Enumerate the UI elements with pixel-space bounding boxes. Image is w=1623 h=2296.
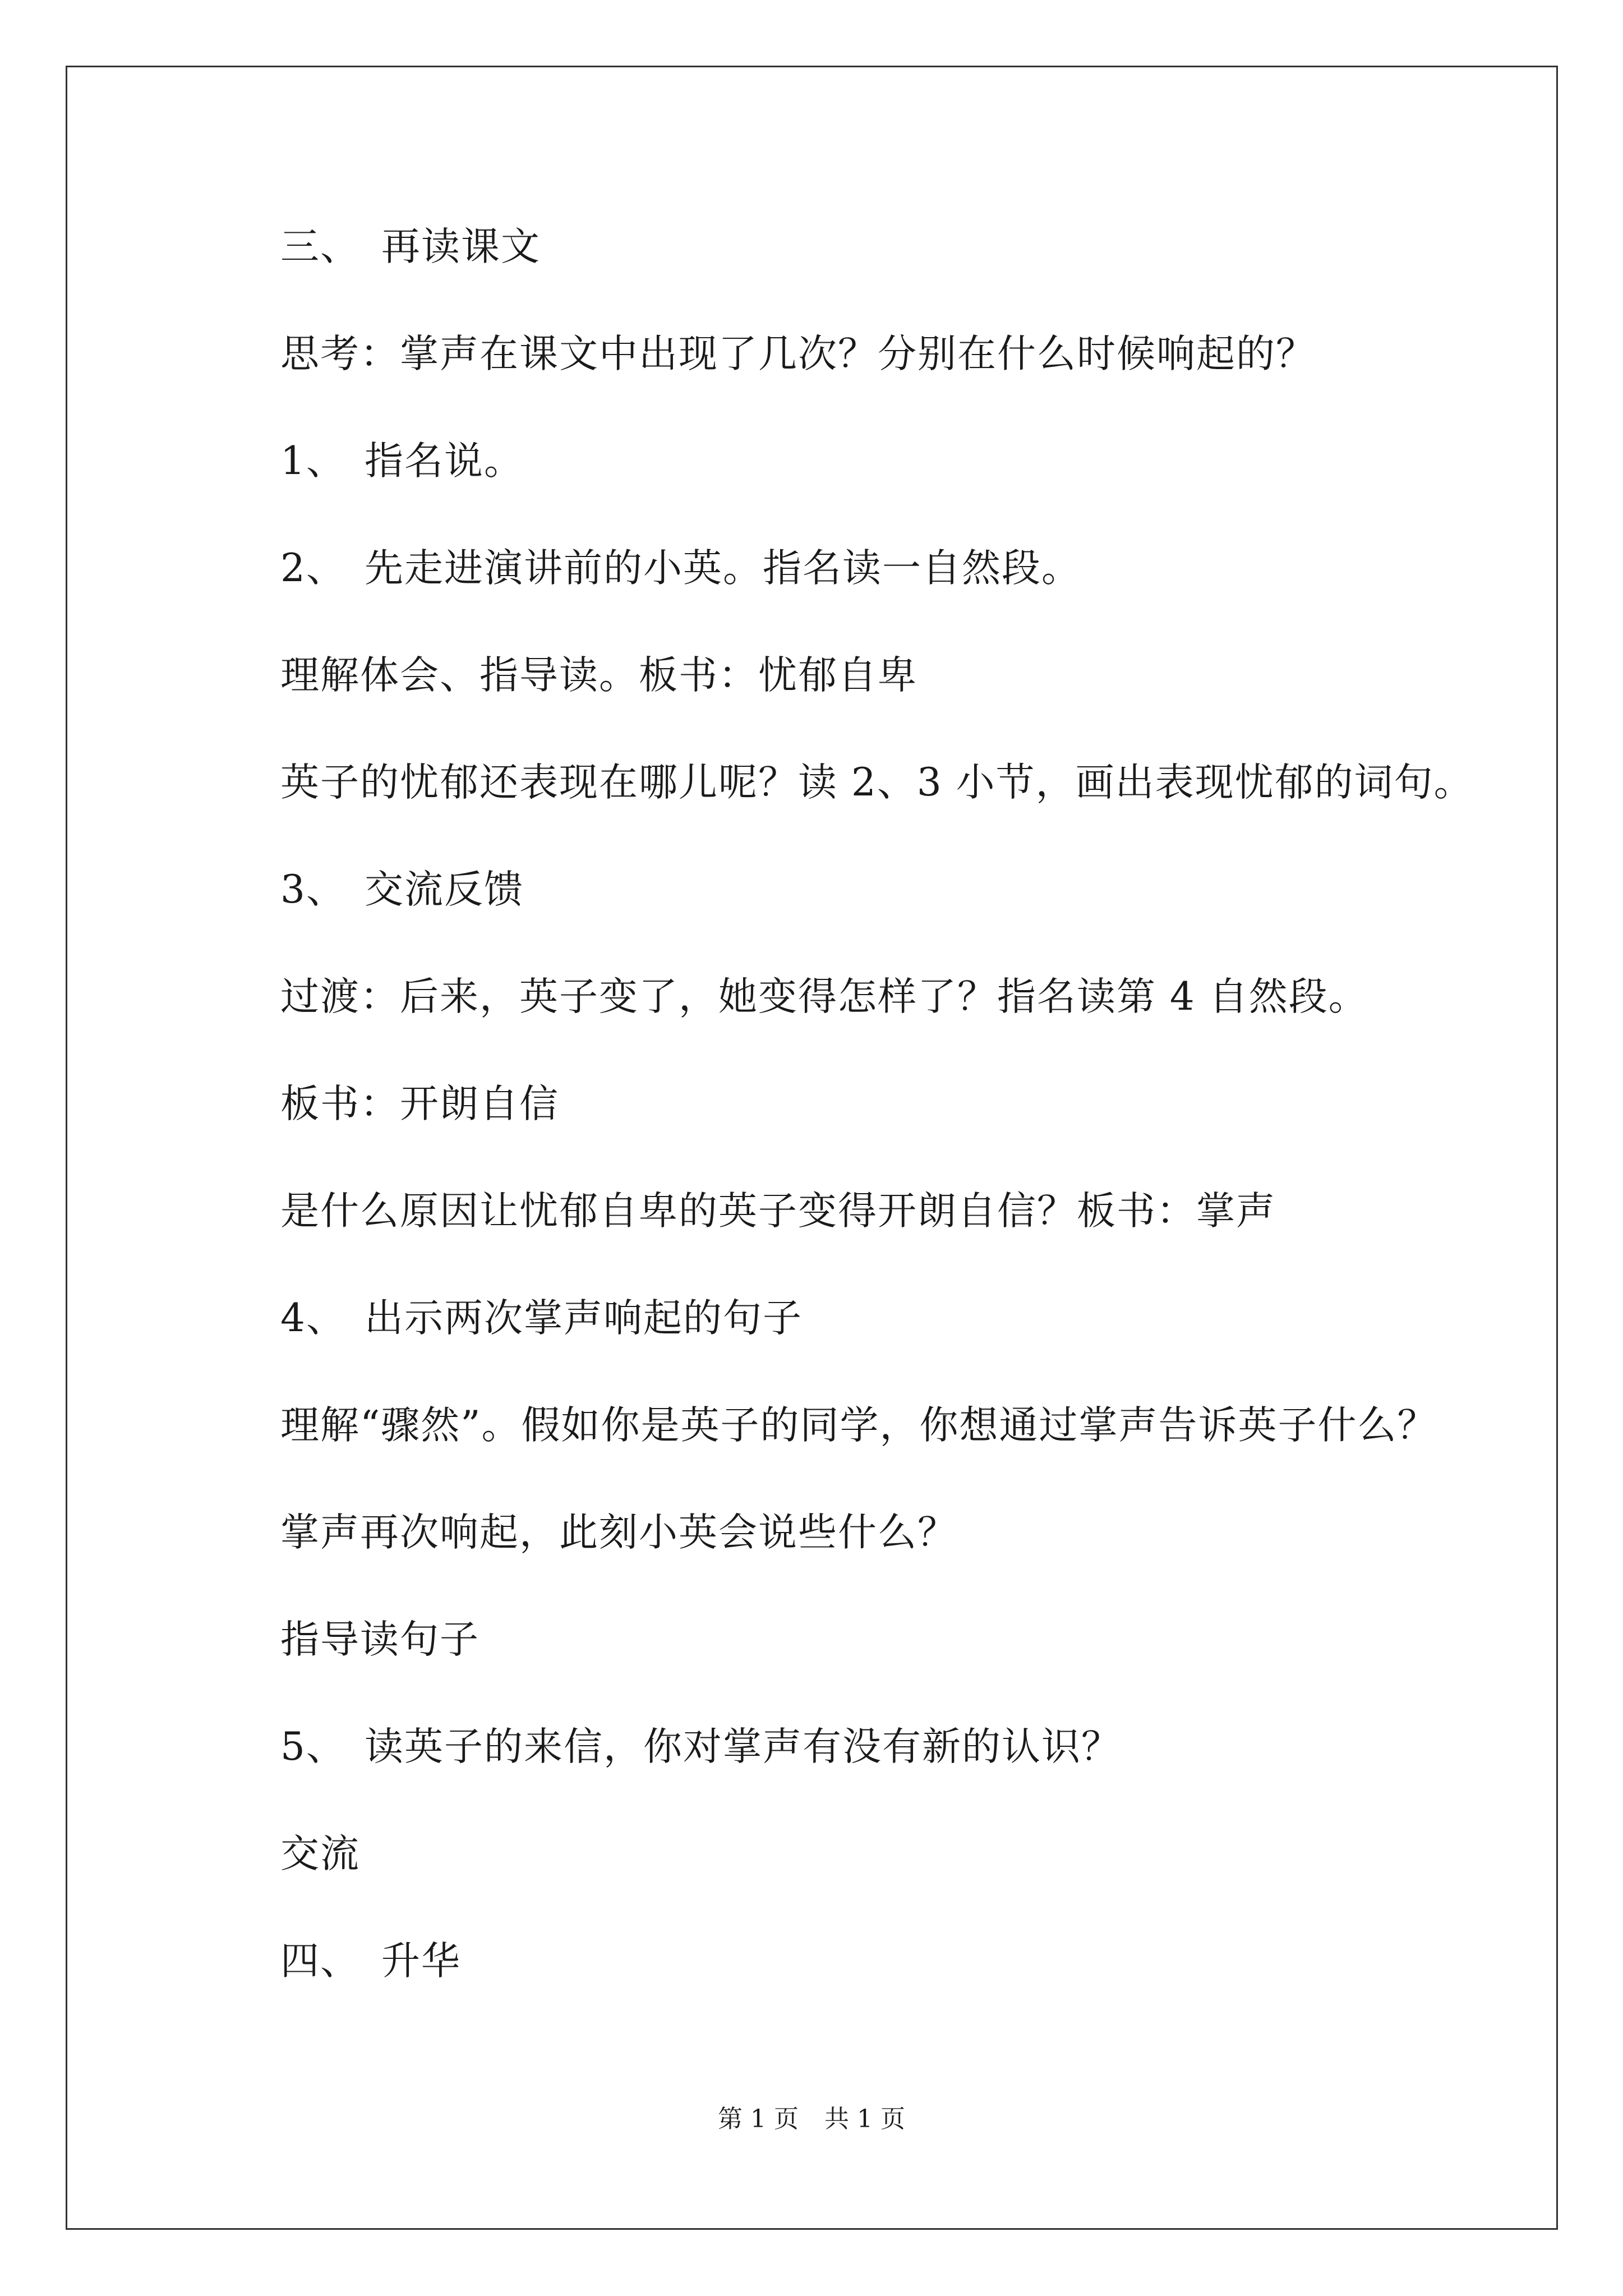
section-number: 四、 — [280, 1939, 360, 1984]
section-heading — [280, 224, 1514, 269]
section-title: 再读课文 — [381, 224, 541, 269]
paragraph-text: 板书：开朗自信 — [280, 1082, 559, 1126]
paragraph — [280, 1832, 1514, 1876]
step-number: 2、 — [280, 546, 346, 591]
section-heading — [280, 1939, 1514, 1984]
numbered-step — [280, 546, 1514, 591]
paragraph-text: 理解体会、指导读。板书：忧郁自卑 — [280, 653, 917, 698]
step-text: 出示两次掌声响起的句子 — [365, 1296, 803, 1341]
paragraph-text: 指导读句子 — [280, 1617, 479, 1662]
paragraph — [280, 1082, 1514, 1126]
step-number: 5、 — [280, 1724, 346, 1769]
paragraph — [280, 1403, 1514, 1448]
step-text: 交流反馈 — [365, 867, 524, 912]
paragraph — [280, 974, 1514, 1019]
paragraph — [280, 1189, 1514, 1234]
paragraph-text: 是什么原因让忧郁自卑的英子变得开朗自信？板书：掌声 — [280, 1189, 1276, 1234]
paragraph — [280, 653, 1514, 698]
numbered-step — [280, 867, 1514, 912]
paragraph-text: 掌声再次响起，此刻小英会说些什么？ — [280, 1510, 957, 1555]
step-text: 先走进演讲前的小英。指名读一自然段。 — [365, 546, 1081, 591]
document-body — [280, 224, 1514, 2046]
step-text: 读英子的来信，你对掌声有没有新的认识？ — [365, 1724, 1121, 1769]
paragraph-text: 理解“骤然”。假如你是英子的同学，你想通过掌声告诉英子什么？ — [280, 1403, 1437, 1448]
page-number-current: 第 1 页 — [718, 2105, 799, 2133]
step-number: 3、 — [280, 867, 346, 912]
paragraph-text: 英子的忧郁还表现在哪儿呢？读 2、3 小节，画出表现忧郁的词句。 — [280, 760, 1474, 805]
page-footer — [0, 2104, 1623, 2134]
page-number-total: 共 1 页 — [824, 2105, 905, 2133]
step-number: 1、 — [280, 439, 346, 484]
section-number: 三、 — [280, 224, 360, 269]
numbered-step — [280, 439, 1514, 484]
section-title: 升华 — [381, 1939, 461, 1984]
numbered-step — [280, 1724, 1514, 1769]
paragraph-text: 过渡：后来，英子变了，她变得怎样了？指名读第 4 自然段。 — [280, 974, 1368, 1019]
paragraph — [280, 332, 1514, 376]
paragraph — [280, 1617, 1514, 1662]
paragraph — [280, 1510, 1514, 1555]
numbered-step — [280, 1296, 1514, 1341]
step-text: 指名说。 — [365, 439, 524, 484]
paragraph-text: 思考：掌声在课文中出现了几次？分别在什么时候响起的？ — [280, 332, 1316, 376]
paragraph — [280, 760, 1514, 805]
paragraph-text: 交流 — [280, 1832, 360, 1876]
step-number: 4、 — [280, 1296, 346, 1341]
